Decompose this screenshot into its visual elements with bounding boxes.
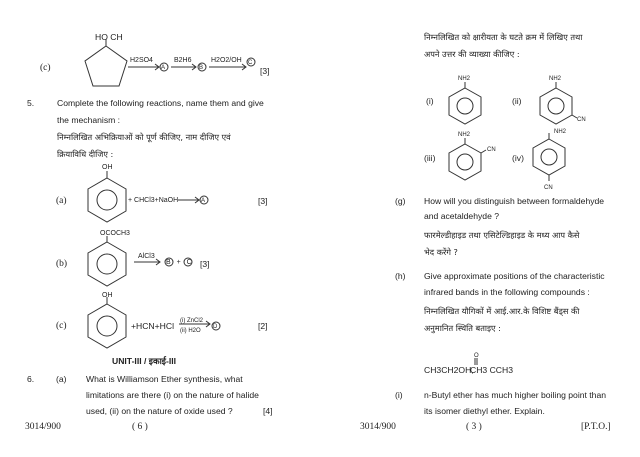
q-h-compound-2-oxygen: O — [474, 353, 479, 359]
compound-iv-group: NH2 — [554, 129, 567, 135]
q-h-hi-1: निम्नलिखित यौगिकों में आई.आर.के विशिष्ट बैंड्स की — [424, 306, 580, 316]
q5c-product: D — [213, 324, 218, 330]
q5c-marks: [2] — [258, 321, 268, 331]
benzene-ring-5c — [88, 297, 126, 348]
compound-ii-group: NH2 — [549, 76, 562, 82]
compound-iv-sub: CN — [544, 185, 553, 191]
q5c-group: OH — [102, 292, 113, 299]
q5a-product: A — [201, 198, 206, 204]
q-g-en-1: How will you distinguish between formaldehyde — [424, 196, 605, 206]
q6a-label: (a) — [56, 374, 67, 384]
q-h-label: (h) — [395, 271, 406, 281]
q5-text-hi-2: क्रियाविधि दीजिए : — [57, 149, 114, 159]
q-i-label: (i) — [395, 390, 403, 400]
benzene-ring-5b — [88, 236, 126, 286]
right-top-hi-1: निम्नलिखित को क्षारीयता के घटते क्रम में लिखिए तथा — [424, 32, 583, 42]
right-footer-page: ( 3 ) — [466, 422, 482, 432]
q6a-marks: [4] — [263, 406, 273, 416]
q-i-en-1: n-Butyl ether has much higher boiling point than — [424, 390, 607, 400]
q5-number: 5. — [27, 98, 35, 108]
q4c-product-a: A — [161, 65, 166, 71]
benzene-ring-ii — [540, 82, 577, 124]
q5c-reagent: +HCN+HCl — [131, 321, 174, 331]
q-g-hi-1: फारमेल्डीहाइड तथा एसिटेल्डिहाइड के मध्य आप कैसे — [424, 230, 580, 240]
q5c-cond2: (ii) H2O — [180, 328, 201, 334]
q4c-reagent2: B2H6 — [174, 57, 192, 64]
q5c-cond1: (i) ZnCl2 — [180, 318, 204, 324]
q-h-compound-1: CH3CH2OH, — [424, 365, 474, 375]
q-h-compound-2: CH3 CCH3 — [470, 365, 513, 375]
q-i-en-2: its isomer diethyl ether. Explain. — [424, 406, 545, 416]
q-h-en-1: Give approximate positions of the characteristic — [424, 271, 605, 281]
q4c-product-c: C — [248, 60, 253, 66]
compound-i-label: (i) — [426, 96, 434, 106]
q-g-en-2: and acetaldehyde ? — [424, 211, 500, 221]
q5a-label: (a) — [56, 196, 67, 206]
q5b-reagent: AlCl3 — [138, 253, 155, 260]
compound-iii-label: (iii) — [424, 153, 436, 163]
cyclopentane-ring — [85, 46, 127, 86]
q5-text-en-1: Complete the following reactions, name them and give — [57, 98, 264, 108]
left-footer-page: ( 6 ) — [132, 422, 148, 432]
benzene-ring-i — [449, 82, 481, 124]
q5-text-en-2: the mechanism : — [57, 115, 121, 125]
left-footer-code: 3014/900 — [25, 422, 61, 432]
q5a-marks: [3] — [258, 196, 268, 206]
q5a-group: OH — [102, 164, 113, 171]
benzene-ring-5a — [88, 171, 126, 222]
q6a-line-3: used, (ii) on the nature of oxide used ? — [86, 406, 233, 416]
q-h-en-2: infrared bands in the following compounds : — [424, 287, 590, 297]
q4c-label: (c) — [40, 63, 51, 73]
q-g-hi-2: भेद करेंगे ? — [424, 247, 458, 257]
q6-number: 6. — [27, 374, 35, 384]
q5b-marks: [3] — [200, 259, 210, 269]
compound-iii-sub: CN — [487, 147, 496, 153]
unit-heading: UNIT-III / इकाई-III — [112, 356, 177, 366]
compound-i-group: NH2 — [458, 76, 471, 82]
q5c-label: (c) — [56, 321, 67, 331]
q4c-marks: [3] — [260, 66, 270, 76]
q6a-line-1: What is Williamson Ether synthesis, what — [86, 374, 243, 384]
q4c-substituent: HO CH — [95, 32, 123, 42]
compound-ii-sub: CN — [577, 117, 586, 123]
compound-iii-group: NH2 — [458, 132, 471, 138]
compound-iv-label: (iv) — [512, 153, 524, 163]
q5b-products: B + C — [166, 259, 194, 266]
right-top-hi-2: अपने उत्तर की व्याख्या कीजिए : — [424, 49, 520, 59]
q4c-reagent3: H2O2/OH — [211, 57, 242, 64]
benzene-ring-iv — [533, 133, 565, 181]
right-footer-pto: [P.T.O.] — [581, 422, 611, 432]
right-footer-code: 3014/900 — [360, 422, 396, 432]
q5-text-hi-1: निम्नलिखित अभिक्रियाओं को पूर्ण कीजिए, नाम दीजिए एवं — [57, 132, 231, 142]
q5a-reagent: + CHCl3+NaOH — [128, 197, 179, 204]
q4c-reagent1: H2SO4 — [130, 57, 153, 64]
compound-ii-label: (ii) — [512, 96, 522, 106]
q5b-label: (b) — [56, 259, 68, 269]
q5b-group: OCOCH3 — [100, 230, 130, 237]
q6a-line-2: limitations are there (i) on the nature of halide — [86, 390, 259, 400]
q4c-product-b: B — [199, 65, 204, 71]
q-h-hi-2: अनुमानित स्थिति बताइए : — [424, 323, 501, 333]
benzene-ring-iii — [449, 138, 486, 180]
q-g-label: (g) — [395, 196, 406, 206]
